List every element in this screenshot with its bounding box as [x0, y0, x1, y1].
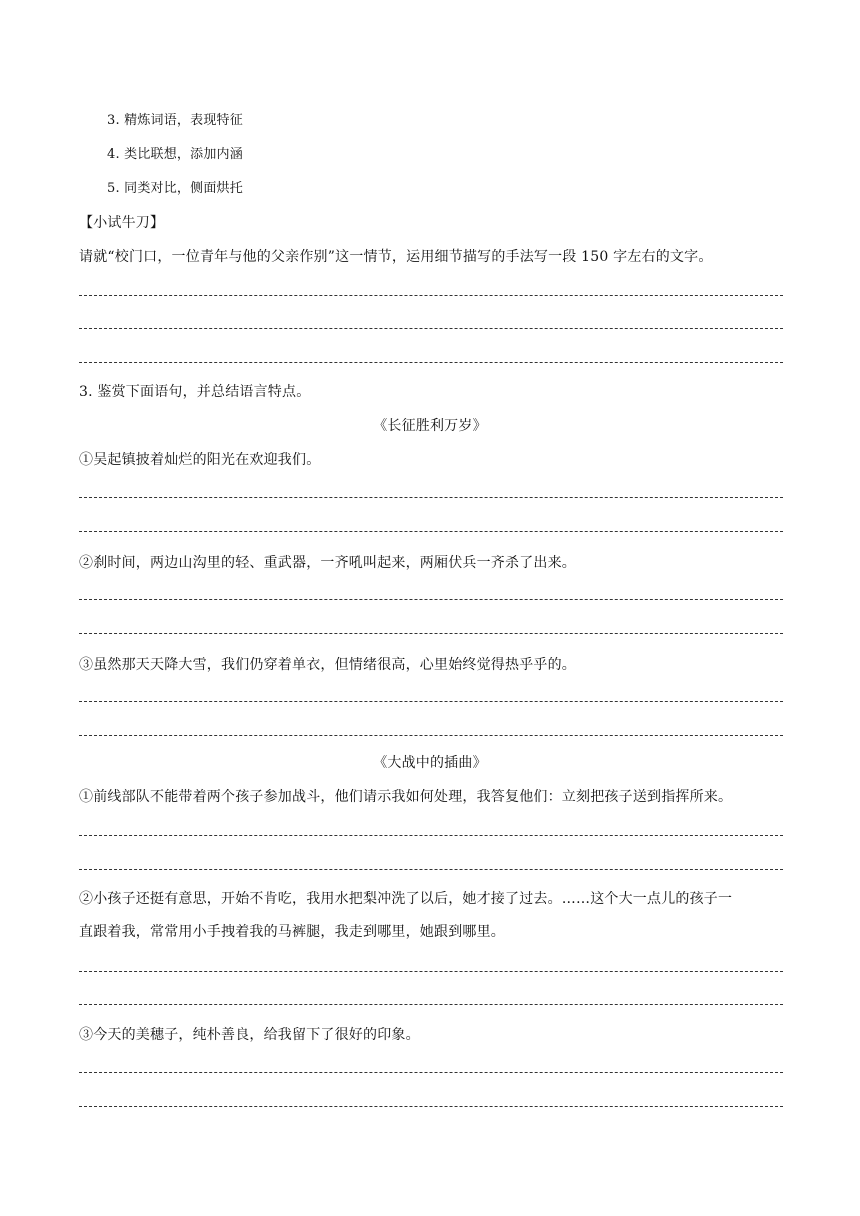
passage-1-sentence-3: ③虽然那天天降大雪，我们仍穿着单衣，但情绪很高，心里始终觉得热乎乎的。 — [79, 657, 576, 673]
method-item-3: 3. 精炼词语，表现特征 — [107, 113, 243, 128]
passage-2-sentence-3: ③今天的美穗子，纯朴善良，给我留下了很好的印象。 — [79, 1027, 420, 1043]
answer-line[interactable] — [79, 1004, 783, 1005]
passage-1-title: 《长征胜利万岁》 — [373, 418, 487, 434]
answer-line[interactable] — [79, 328, 783, 329]
answer-line[interactable] — [79, 362, 783, 363]
answer-line[interactable] — [79, 835, 783, 836]
answer-line[interactable] — [79, 869, 783, 870]
answer-line[interactable] — [79, 1106, 783, 1107]
practice-heading: 【小试牛刀】 — [79, 215, 165, 231]
answer-line[interactable] — [79, 531, 783, 532]
question-3-title: 3. 鉴赏下面语句，并总结语言特点。 — [79, 384, 311, 400]
passage-1-sentence-1: ①吴起镇披着灿烂的阳光在欢迎我们。 — [79, 452, 321, 468]
passage-2-title: 《大战中的插曲》 — [373, 755, 487, 771]
method-item-5: 5. 同类对比，侧面烘托 — [107, 181, 243, 196]
answer-line[interactable] — [79, 735, 783, 736]
answer-line[interactable] — [79, 701, 783, 702]
answer-line[interactable] — [79, 599, 783, 600]
answer-line[interactable] — [79, 1072, 783, 1073]
passage-2-sentence-2: ②小孩子还挺有意思，开始不肯吃，我用水把梨冲洗了以后，她才接了过去。……这个大一点儿的孩子一 — [79, 891, 733, 907]
passage-1-sentence-2: ②刹时间，两边山沟里的轻、重武器，一齐吼叫起来，两厢伏兵一齐杀了出来。 — [79, 555, 576, 571]
passage-2-sentence-2-cont: 直跟着我，常常用小手拽着我的马裤腿，我走到哪里，她跟到哪里。 — [79, 924, 505, 940]
method-item-4: 4. 类比联想，添加内涵 — [107, 147, 243, 162]
passage-2-sentence-1: ①前线部队不能带着两个孩子参加战斗，他们请示我如何处理，我答复他们：立刻把孩子送到指挥所来。 — [79, 789, 733, 805]
answer-line[interactable] — [79, 295, 783, 296]
practice-prompt: 请就“校门口，一位青年与他的父亲作别”这一情节，运用细节描写的手法写一段 150 字左右的文字。 — [79, 249, 713, 265]
answer-line[interactable] — [79, 971, 783, 972]
answer-line[interactable] — [79, 633, 783, 634]
answer-line[interactable] — [79, 497, 783, 498]
